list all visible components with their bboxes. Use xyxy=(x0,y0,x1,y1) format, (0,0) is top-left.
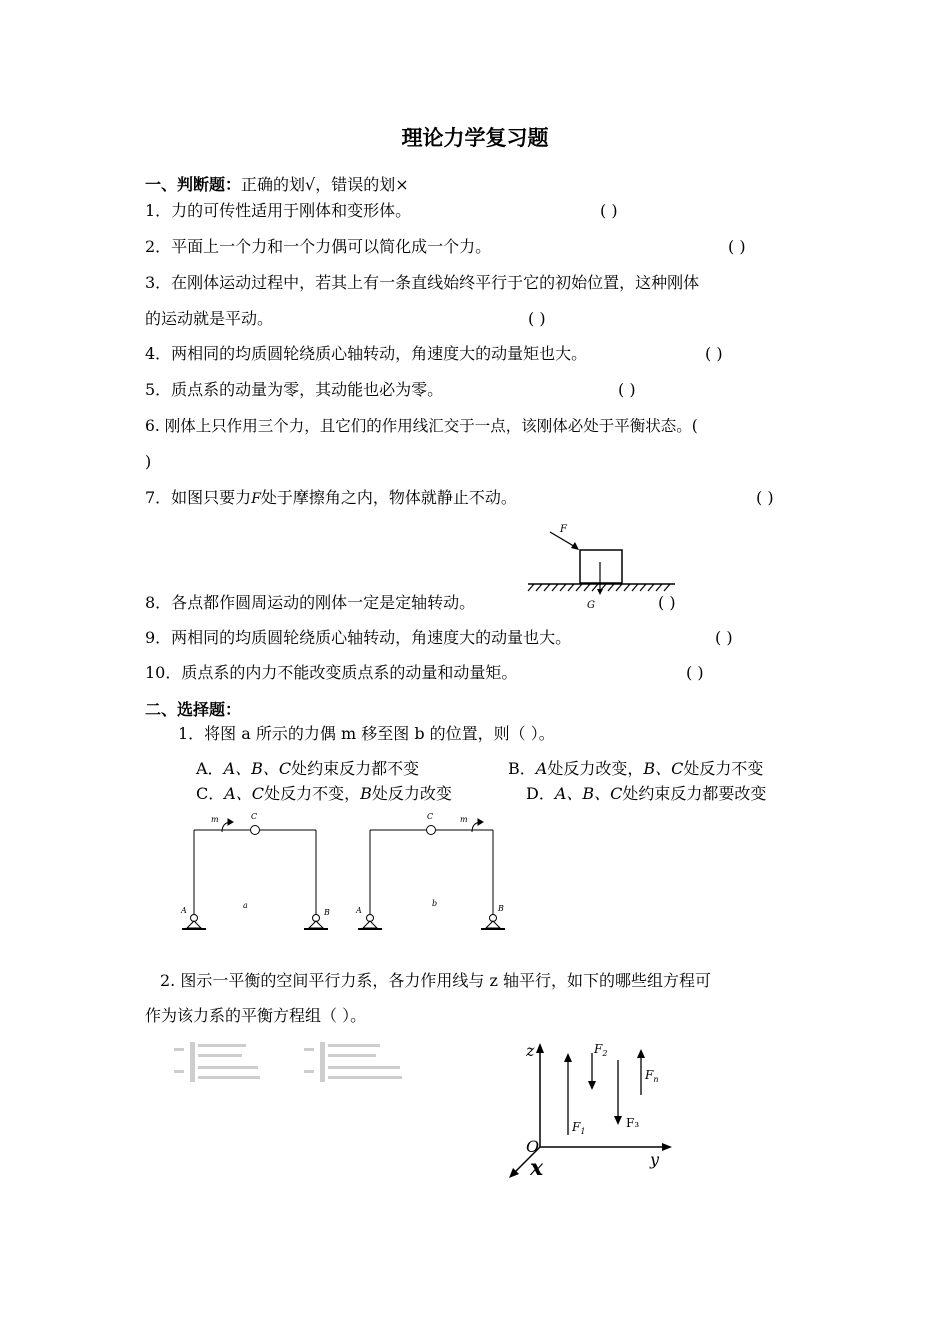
question-3-line1: 3．在刚体运动过程中，若其上有一条直线始终平行于它的初始位置，这种刚体 xyxy=(145,273,700,292)
question-7 xyxy=(145,487,517,510)
question-6-line2[interactable]: ) xyxy=(145,452,152,471)
force-F3-arrowhead xyxy=(614,1116,622,1125)
answer-paren-7[interactable]: ( ) xyxy=(756,488,774,507)
question-7-var: F xyxy=(251,491,261,507)
block-shape xyxy=(580,550,622,583)
frame-figures xyxy=(178,810,518,940)
weight-G-arrowhead xyxy=(597,589,603,595)
weight-G-label: G xyxy=(587,600,595,611)
origin-label: O xyxy=(526,1137,540,1156)
frame-figure-a xyxy=(182,819,328,929)
fig-b-m-label: m xyxy=(460,815,468,824)
question-5: 5．质点系的动量为零，其动能也必为零。 xyxy=(145,380,444,399)
question-1: 1．力的可传性适用于刚体和变形体。 xyxy=(145,201,412,220)
frame-figure-b xyxy=(358,819,505,929)
fig-a-A-label: A xyxy=(181,906,187,915)
force-F-arrowhead xyxy=(571,542,579,550)
fig-a-C-label: C xyxy=(251,812,258,821)
question-3-line2: 的运动就是平动。 xyxy=(145,309,274,328)
question-8: 8．各点都作圆周运动的刚体一定是定轴转动。 xyxy=(145,593,476,612)
force-Fn-label: $F_n$ xyxy=(645,1068,659,1084)
question-7-pre: 7．如图只要力 xyxy=(145,488,252,507)
answer-paren-5[interactable]: ( ) xyxy=(618,380,636,399)
section1-header xyxy=(145,174,409,196)
y-axis-label: y xyxy=(650,1150,660,1169)
question-6-line1: 6. 刚体上只作用三个力，且它们的作用线汇交于一点，该刚体必处于平衡状态。( xyxy=(145,417,698,435)
force-F3-label: F₃ xyxy=(626,1116,640,1130)
choice-question-1: 1．将图 a 所示的力偶 m 移至图 b 的位置，则（ ）。 xyxy=(178,724,555,743)
answer-paren-3[interactable]: ( ) xyxy=(528,309,546,328)
answer-paren-8[interactable]: ( ) xyxy=(658,593,676,612)
answer-paren-10[interactable]: ( ) xyxy=(686,663,704,682)
fig-b-caption: b xyxy=(432,899,438,908)
fig-b-B-label: B xyxy=(498,904,504,913)
question-2: 2．平面上一个力和一个力偶可以简化成一个力。 xyxy=(145,237,492,256)
question-7-post: 处于摩擦角之内，物体就静止不动。 xyxy=(260,488,517,507)
fig-b-A-label: A xyxy=(356,906,362,915)
y-axis-arrowhead xyxy=(662,1143,672,1151)
question-4: 4．两相同的均质圆轮绕质心轴转动，角速度大的动量矩也大。 xyxy=(145,344,588,363)
x-axis-label: x xyxy=(530,1155,544,1181)
answer-paren-2[interactable]: ( ) xyxy=(728,237,746,256)
fig-b-C-label: C xyxy=(427,812,434,821)
section1-instruction: 正确的划√，错误的划× xyxy=(241,175,409,194)
choice-question-2-line2: 作为该力系的平衡方程组（ ）。 xyxy=(145,1006,367,1025)
force-F-label: F xyxy=(560,524,567,535)
question-10: 10．质点系的内力不能改变质点系的动量和动量矩。 xyxy=(145,663,518,682)
section2-heading: 二、选择题： xyxy=(145,700,242,719)
fig-a-caption: a xyxy=(243,901,248,910)
force-Fn-arrowhead xyxy=(637,1049,645,1058)
section1-heading: 一、判断题： xyxy=(145,175,242,194)
option-b[interactable]: B．A处反力改变，B、C处反力不变 xyxy=(508,759,764,778)
force-F1-label: $F_1$ xyxy=(572,1120,586,1136)
equation-options-image xyxy=(172,1040,412,1086)
option-d[interactable]: D．A、B、C处约束反力都要改变 xyxy=(526,784,767,803)
force-F1-arrowhead xyxy=(564,1053,572,1062)
option-a[interactable]: A．A、B、C处约束反力都不变 xyxy=(196,759,420,778)
force-F2-arrowhead xyxy=(588,1081,596,1090)
z-axis-arrowhead xyxy=(536,1043,544,1053)
parallel-force-figure xyxy=(500,1035,685,1185)
option-c[interactable]: C．A、C处反力不变，B处反力改变 xyxy=(196,784,452,803)
force-F2-label: $F_2$ xyxy=(594,1042,608,1058)
answer-paren-9[interactable]: ( ) xyxy=(715,628,733,647)
page-title: 理论力学复习题 xyxy=(401,126,549,150)
fig-a-B-label: B xyxy=(324,908,330,917)
z-axis-label: z xyxy=(526,1041,535,1060)
answer-paren-4[interactable]: ( ) xyxy=(705,344,723,363)
choice-question-2-line1: 2. 图示一平衡的空间平行力系，各力作用线与 z 轴平行，如下的哪些组方程可 xyxy=(160,971,711,990)
answer-paren-1[interactable]: ( ) xyxy=(600,201,618,220)
question-9: 9．两相同的均质圆轮绕质心轴转动，角速度大的动量也大。 xyxy=(145,628,572,647)
fig-a-m-label: m xyxy=(211,815,219,824)
